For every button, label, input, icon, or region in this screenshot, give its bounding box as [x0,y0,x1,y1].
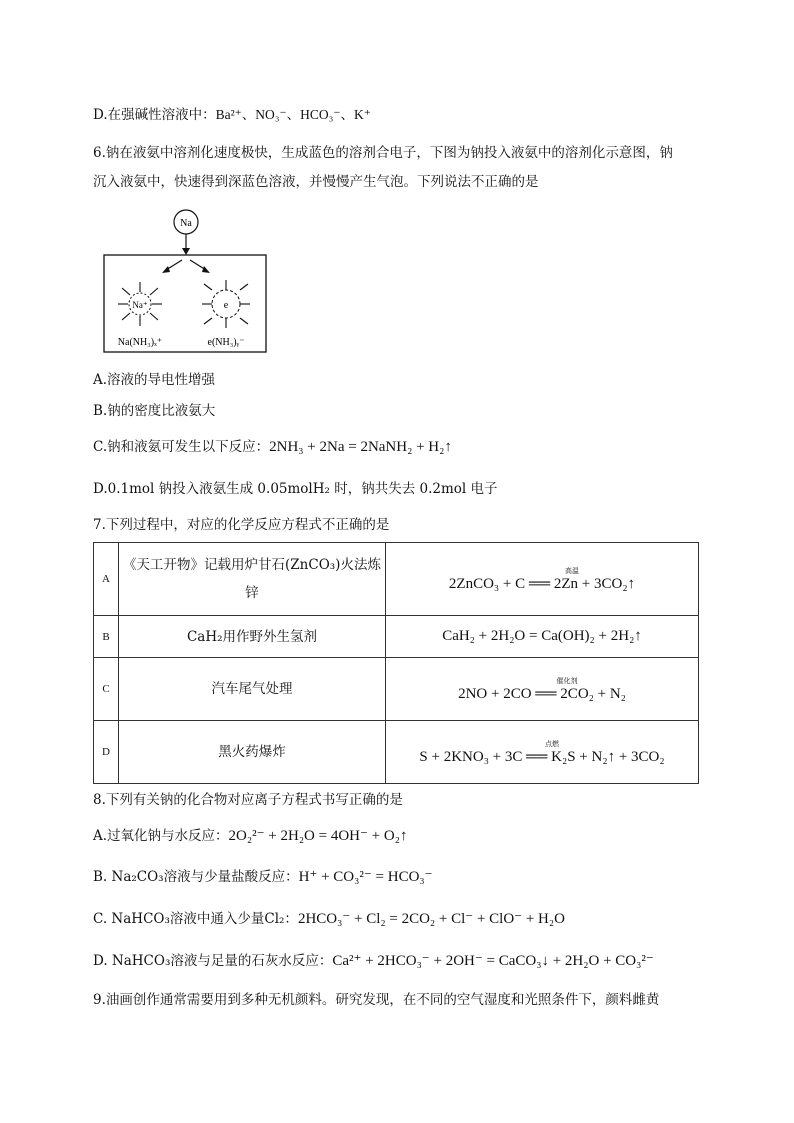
row-equation: CaH₂ + 2H₂O = Ca(OH)₂ + 2H₂↑ [386,616,699,658]
row-tag: C [94,658,119,721]
cond-label: 催化剂 [556,676,578,685]
row-equation: 点燃 S + 2KNO₃ + 3C ══ K₂S + N₂↑ + 3CO₂ [386,721,699,784]
q6-option-a: A.溶液的导电性增强 [93,372,216,388]
row-tag: D [94,721,119,784]
sodium-ion-label: Na⁺ [132,300,148,310]
cond-label: 点燃 [545,739,559,748]
q9-stem: 9.油画创作通常需要用到多种无机颜料。研究发现，在不同的空气湿度和光照条件下，颜料雌黄 [93,992,660,1008]
table-row [94,543,699,616]
table-row [94,616,699,658]
q8-option-d-equation: Ca²⁺ + 2HCO₃⁻ + 2OH⁻ = CaCO₃↓ + 2H₂O + CO₃²⁻ [332,953,654,969]
electron-ammonia-caption: e(NH₃)ᵧ⁻ [207,337,245,348]
row-equation: 高温 2ZnCO₃ + C ══ 2Zn + 3CO₂↑ [386,543,699,616]
q6-option-c-equation: 2NH₃ + 2Na = 2NaNH₂ + H₂↑ [269,439,452,455]
table-row [94,721,699,784]
q8-option-c: C. NaHCO₃溶液中通入少量Cl₂：2HCO₃⁻ + Cl₂ = 2CO₂ + Cl⁻ + ClO⁻ + H₂O [93,911,565,927]
q6-stem-line1: 6.钠在液氨中溶剂化速度极快，生成蓝色的溶剂合电子，下图为钠投入液氨中的溶剂化示意图，钠 [93,145,673,161]
table-row [94,658,699,721]
q5-option-d: D.在强碱性溶液中：Ba²⁺、NO₃⁻、HCO₃⁻、K⁺ [93,107,371,123]
q7-reaction-table [93,542,699,784]
q6-option-c: C.钠和液氨可发生以下反应：2NH₃ + 2Na = 2NaNH₂ + H₂↑ [93,439,452,455]
cond-label: 高温 [565,566,579,575]
q8-stem: 8.下列有关钠的化合物对应离子方程式书写正确的是 [93,792,403,808]
q8-option-c-equation: 2HCO₃⁻ + Cl₂ = 2CO₂ + Cl⁻ + ClO⁻ + H₂O [297,911,565,927]
q5-option-d-ions: Ba²⁺、NO₃⁻、HCO₃⁻、K⁺ [215,107,371,122]
q8-option-a: A.过氧化钠与水反应：2O₂²⁻ + 2H₂O = 4OH⁻ + O₂↑ [93,828,408,844]
q8-option-d: D. NaHCO₃溶液与足量的石灰水反应：Ca²⁺ + 2HCO₃⁻ + 2OH⁻ = CaCO₃↓ + 2H₂O + CO₃²⁻ [93,953,654,969]
q6-option-b: B.钠的密度比液氨大 [93,403,216,419]
row-equation: 催化剂 2NO + 2CO ══ 2CO₂ + N₂ [386,658,699,721]
q8-option-b: B. Na₂CO₃溶液与少量盐酸反应：H⁺ + CO₃²⁻ = HCO₃⁻ [93,869,433,885]
q6-option-d: D.0.1mol 钠投入液氨生成 0.05molH₂ 时，钠共失去 0.2mol 电子 [93,481,498,497]
q8-option-b-equation: H⁺ + CO₃²⁻ = HCO₃⁻ [298,869,433,885]
row-tag: B [94,616,119,658]
solvation-diagram [100,208,270,356]
q7-stem: 7.下列过程中，对应的化学反应方程式不正确的是 [93,517,390,533]
row-description: 黑火药爆炸 [119,721,386,784]
sodium-ammonia-caption: Na(NH₃)ₓ⁺ [117,337,163,348]
row-description: 《天工开物》记载用炉甘石(ZnCO₃)火法炼锌 [119,543,386,616]
solvated-electron [202,280,250,328]
sodium-atom-label: Na [180,218,192,229]
q6-stem-line2: 沉入液氨中，快速得到深蓝色溶液，并慢慢产生气泡。下列说法不正确的是 [93,174,539,190]
row-tag: A [94,543,119,616]
q8-option-a-equation: 2O₂²⁻ + 2H₂O = 4OH⁻ + O₂↑ [228,828,408,844]
row-description: 汽车尾气处理 [119,658,386,721]
solvated-sodium-ion [118,282,162,326]
row-description: CaH₂用作野外生氢剂 [119,616,386,658]
electron-label: e [223,300,229,311]
